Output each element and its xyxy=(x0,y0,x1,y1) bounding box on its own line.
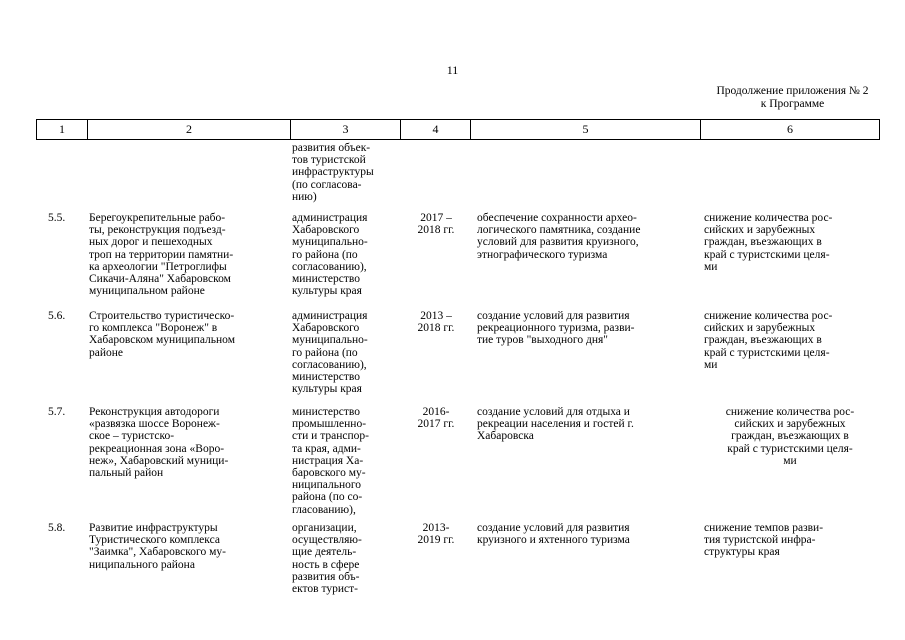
cell-line: пальный район xyxy=(89,467,164,480)
cell-line: троп на территории памятни- xyxy=(89,248,234,261)
cell-line: Хабаровского xyxy=(292,322,360,335)
cell-line: ка археологии "Петроглифы xyxy=(89,260,227,273)
measure-title-cell xyxy=(89,522,286,571)
goal-cell xyxy=(477,522,697,546)
cell-line: создание условий для развития xyxy=(477,522,630,534)
cell-line: 2017 – xyxy=(420,212,452,224)
cell-line: ных дорог и пешеходных xyxy=(89,236,213,249)
cell-line: тов туристской xyxy=(292,154,366,167)
cell-line: сийских и зарубежных xyxy=(704,322,816,335)
cell-line: муниципально- xyxy=(292,236,368,249)
cell-line: нию) xyxy=(292,190,317,203)
cell-line: создание условий для отдыха и xyxy=(477,406,630,418)
executor-cell xyxy=(292,406,396,516)
cell-line: министерство xyxy=(292,273,360,286)
cell-line: гласованию), xyxy=(292,503,356,516)
row-number: 5.8. xyxy=(48,522,66,534)
cell-line: организации, xyxy=(292,522,357,534)
goal-cell xyxy=(477,212,697,261)
cell-line: развития объ- xyxy=(292,570,360,583)
row-number: 5.6. xyxy=(48,310,66,322)
column-number-cell: 1 xyxy=(37,120,88,140)
cell-line: согласованию), xyxy=(292,260,367,273)
cell-line: ское – туристско- xyxy=(89,430,175,443)
cell-line: создание условий для развития xyxy=(477,310,630,322)
page-number: 11 xyxy=(446,63,459,77)
cell-line: ниципального xyxy=(292,479,362,492)
cell-line: сийских и зарубежных xyxy=(734,418,846,431)
cell-line: рекреационного туризма, разви- xyxy=(477,322,635,335)
cell-line: Развитие инфраструктуры xyxy=(89,522,218,534)
cell-line: района (по со- xyxy=(292,491,363,504)
cell-line: Строительство туристическо- xyxy=(89,310,235,322)
cell-line: районе xyxy=(89,346,124,359)
executor-cell xyxy=(292,212,396,297)
cell-line: круизного и яхтенного туризма xyxy=(477,534,630,547)
cell-line: инфраструктуры xyxy=(292,166,374,179)
cell-line: ниципального района xyxy=(89,558,195,571)
period-cell xyxy=(404,406,468,430)
cell-line: администрация xyxy=(292,212,368,224)
cell-line: 2013 – xyxy=(420,310,452,322)
result-cell xyxy=(704,522,876,559)
column-number-header xyxy=(36,119,880,140)
executor-cell xyxy=(292,522,396,595)
cell-line: сти и транспор- xyxy=(292,430,369,443)
cell-line: сийских и зарубежных xyxy=(704,224,816,237)
cell-line: администрация xyxy=(292,310,368,322)
cell-line: 2018 гг. xyxy=(417,322,455,335)
cell-line: 2019 гг. xyxy=(417,534,455,547)
cell-line: культуры края xyxy=(292,383,362,396)
cell-line: Туристического комплекса xyxy=(89,534,220,547)
cell-line: ектов турист- xyxy=(292,583,358,596)
cell-line: Хабаровского xyxy=(292,224,360,237)
cell-line: 2018 гг. xyxy=(417,224,455,237)
cell-line: край с туристскими целя- xyxy=(704,346,830,359)
cell-line: этнографического туризма xyxy=(477,248,608,261)
cell-line: неж», Хабаровский муници- xyxy=(89,454,229,467)
cell-line: 2017 гг. xyxy=(417,418,455,431)
measure-title-cell xyxy=(89,212,286,297)
cell-line: нистрация Ха- xyxy=(292,454,364,467)
goal-cell xyxy=(477,406,697,443)
cell-line: Реконструкция автодороги xyxy=(89,406,220,418)
cell-line: ность в сфере xyxy=(292,558,360,571)
cell-line: министерство xyxy=(292,406,360,418)
result-cell xyxy=(704,212,876,273)
cell-line: снижение количества рос- xyxy=(704,310,833,322)
cell-line: осуществляю- xyxy=(292,534,362,547)
cell-line: край с туристскими целя- xyxy=(704,248,830,261)
continuation-executor-cell xyxy=(292,142,396,203)
cell-line: промышленно- xyxy=(292,418,367,431)
cell-line: граждан, въезжающих в xyxy=(704,334,822,347)
cell-line: муниципальном районе xyxy=(89,285,205,298)
cell-line: Сикачи-Аляна" Хабаровском xyxy=(89,273,231,286)
cell-line: го района (по xyxy=(292,248,358,261)
column-number-cell: 5 xyxy=(471,120,701,140)
row-number: 5.7. xyxy=(48,406,66,418)
cell-line: снижение количества рос- xyxy=(725,406,855,418)
cell-line: (по согласова- xyxy=(292,178,362,191)
cell-line: развития объек- xyxy=(292,142,371,154)
result-cell xyxy=(704,310,876,371)
cell-line: ми xyxy=(783,454,797,467)
executor-cell xyxy=(292,310,396,395)
cell-line: рекреации населения и гостей г. xyxy=(477,418,634,431)
row-number: 5.5. xyxy=(48,212,66,224)
cell-line: 2016- xyxy=(422,406,450,418)
cell-line: го комплекса "Воронеж" в xyxy=(89,322,218,335)
cell-line: граждан, въезжающих в xyxy=(704,236,822,249)
cell-line: го района (по xyxy=(292,346,358,359)
cell-line: структуры края xyxy=(704,546,780,559)
cell-line: край с туристскими целя- xyxy=(727,442,853,455)
cell-line: снижение количества рос- xyxy=(704,212,833,224)
cell-line: щие деятель- xyxy=(292,546,357,559)
cell-line: граждан, въезжающих в xyxy=(731,430,849,443)
cell-line: условий для развития круизного, xyxy=(477,236,639,249)
cell-line: рекреационная зона «Воро- xyxy=(89,442,225,455)
cell-line: та края, адми- xyxy=(292,442,361,455)
cell-line: ми xyxy=(704,358,718,371)
cell-line: ты, реконструкция подъезд- xyxy=(89,224,226,237)
column-number-cell: 4 xyxy=(401,120,471,140)
cell-line: муниципально- xyxy=(292,334,368,347)
cell-line: ми xyxy=(704,260,718,273)
cell-line: культуры края xyxy=(292,285,362,298)
cell-line: «развязка шоссе Воронеж- xyxy=(89,418,220,431)
result-cell xyxy=(704,406,876,467)
column-number-cell: 6 xyxy=(701,120,880,140)
cell-line: 2013- xyxy=(422,522,450,534)
cell-line: тие туров "выходного дня" xyxy=(477,334,608,347)
goal-cell xyxy=(477,310,697,347)
column-number-cell: 2 xyxy=(88,120,291,140)
column-number-cell: 3 xyxy=(291,120,401,140)
appendix-note xyxy=(700,85,885,111)
appendix-note-line: Продолжение приложения № 2 xyxy=(716,85,869,97)
cell-line: тия туристской инфра- xyxy=(704,534,816,547)
cell-line: снижение темпов разви- xyxy=(704,522,824,534)
cell-line: Хабаровска xyxy=(477,430,534,443)
cell-line: Хабаровском муниципальном xyxy=(89,334,235,347)
measure-title-cell xyxy=(89,406,286,479)
cell-line: обеспечение сохранности архео- xyxy=(477,212,637,224)
period-cell xyxy=(404,212,468,236)
header-row xyxy=(37,120,880,140)
appendix-note-line: к Программе xyxy=(760,98,825,110)
cell-line: Берегоукрепительные рабо- xyxy=(89,212,226,224)
cell-line: "Заимка", Хабаровского му- xyxy=(89,546,226,559)
period-cell xyxy=(404,522,468,546)
period-cell xyxy=(404,310,468,334)
cell-line: министерство xyxy=(292,371,360,384)
cell-line: логического памятника, создание xyxy=(477,224,641,237)
cell-line: баровского му- xyxy=(292,467,366,480)
measure-title-cell xyxy=(89,310,286,359)
cell-line: согласованию), xyxy=(292,358,367,371)
